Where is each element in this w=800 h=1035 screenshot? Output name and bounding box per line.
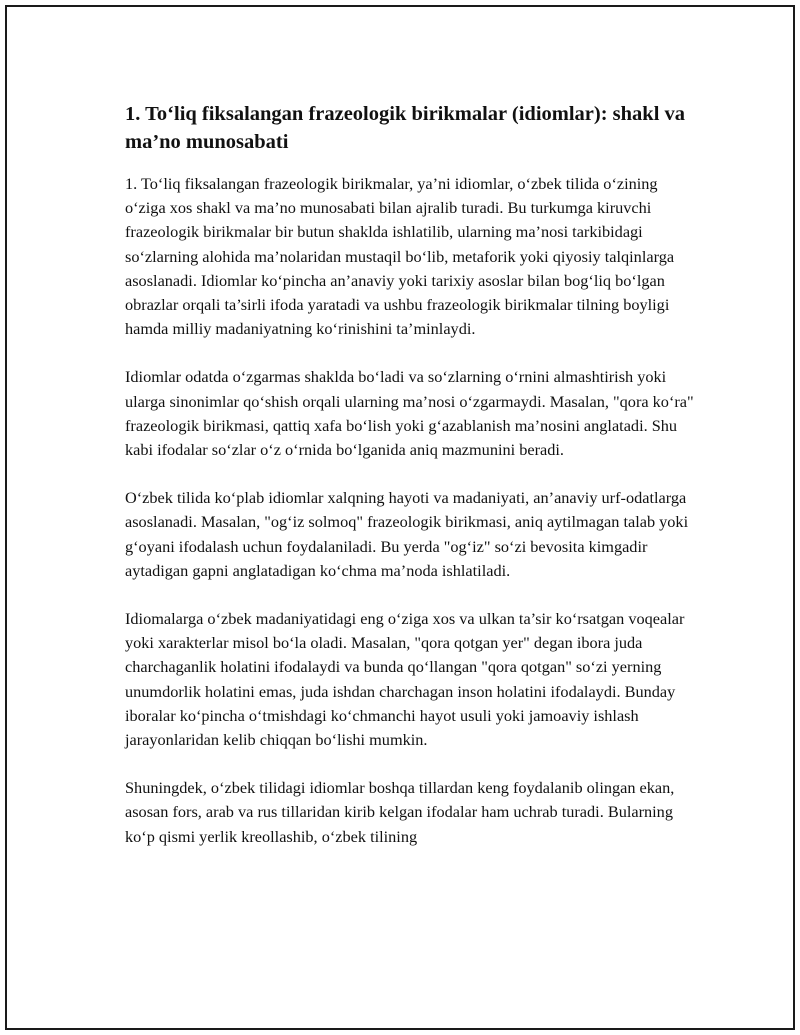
- paragraph-5: Shuningdek, o‘zbek tilidagi idiomlar boshqa tillardan keng foydalanib olingan ekan, asosan fors, arab va rus tillaridan kirib kelgan ifodalar ham uchrab turadi. Bularning ko‘p qismi yerlik kreollashib, o‘zbek tilining: [125, 778, 675, 846]
- page-frame: [5, 5, 795, 1030]
- paragraph-1: 1. To‘liq fiksalangan frazeologik birikmalar, ya’ni idiomlar, o‘zbek tilida o‘zining o‘ziga xos shakl va ma’no munosabati bilan ajralib turadi. Bu turkumga kiruvchi frazeologik birikmalar bir butun shaklda ishlatilib, ularning ma’nosi tarkibidagi so‘zlarning alohida ma’nolaridan mustaqil bo‘lib, metaforik yoki qiyosiy talqinlarga asoslanadi. Idiomlar ko‘pincha an’anaviy yoki tarixiy asoslar bilan bog‘liq bo‘lgan obrazlar orqali ta’sirli ifoda yaratadi va ushbu frazeologik birikmalar tilning boyligi hamda milliy madaniyatning ko‘rinishini ta’minlaydi.: [125, 174, 675, 339]
- document-body: [125, 100, 695, 873]
- paragraph-4: Idiomalarga o‘zbek madaniyatidagi eng o‘ziga xos va ulkan ta’sir ko‘rsatgan voqealar yoki xarakterlar misol bo‘la oladi. Masalan, "qora qotgan yer" degan ibora juda charchaganlik holatini ifodalaydi va bunda qo‘llangan "qora qotgan" so‘zi yerning unumdorlik holatini emas, juda ishdan charchagan inson holatini ifodalaydi. Bunday iboralar ko‘pincha o‘tmishdagi ko‘chmanchi hayot usuli yoki jamoaviy ishlash jarayonlaridan kelib chiqqan bo‘lishi mumkin.: [125, 609, 685, 750]
- section-heading: 1. To‘liq fiksalangan frazeologik birikmalar (idiomlar): shakl va ma’no munosabati: [125, 103, 686, 153]
- paragraph-2: Idiomlar odatda o‘zgarmas shaklda bo‘ladi va so‘zlarning o‘rnini almashtirish yoki ularga sinonimlar qo‘shish orqali ularning ma’nosi o‘zgarmaydi. Masalan, "qora ko‘ra" frazeologik birikmasi, qattiq xafa bo‘lish yoki g‘azablanish ma’nosini anglatadi. Shu kabi ifodalar so‘zlar o‘z o‘rnida bo‘lganida aniq mazmunini beradi.: [125, 367, 694, 460]
- paragraph-3: O‘zbek tilida ko‘plab idiomlar xalqning hayoti va madaniyati, an’anaviy urf-odatlarga asoslanadi. Masalan, "og‘iz solmoq" frazeologik birikmasi, aniq aytilmagan talab yoki g‘oyani ifodalash uchun foydalaniladi. Bu yerda "og‘iz" so‘zi bevosita kimgadir aytadigan gapni anglatadigan ko‘chma ma’noda ishlatiladi.: [125, 488, 689, 580]
